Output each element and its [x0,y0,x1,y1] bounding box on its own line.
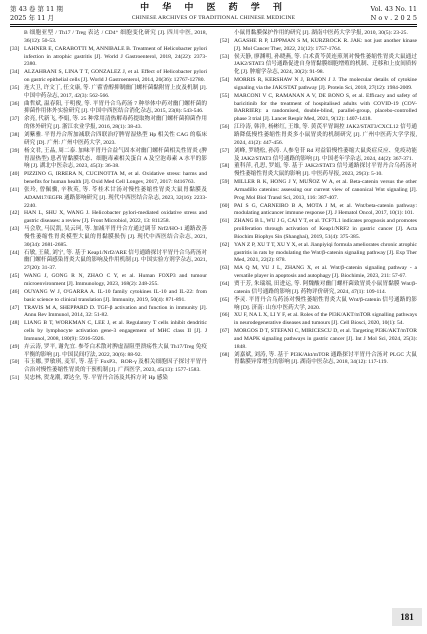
reference-entry [220,38,417,54]
reference-number: [50] [10,359,20,366]
reference-number: [68] [220,351,230,358]
reference-text: LIANG B T, WORKMAN C, LEE J, et al. Regulatory T cells inhibit dendritic cells by lymphocyte activation gene-3 engagement of MHC class II [J]. J Immunol, 2008, 180(9): 5916-5926. [24,320,207,342]
reference-number: [38] [10,131,20,138]
reference-text: 江玲涛, 韩洋, 杨彬红, 王维, 等. 黄芪平胃调控 JAK2/STAT3/CXCL12 信号通路降低慢性萎缩性胃炎多小鼠胃炎的机制研究 [J]. 广州中医药大学学报, 2024, 41(2): 447-456. [234,124,417,146]
reference-number: [60] [220,202,230,209]
reference-entry [220,77,417,93]
reference-entry [10,359,207,375]
reference-number: [64] [220,281,230,287]
reference-number: [36] [10,100,20,107]
reference-entry [220,203,417,219]
reference-text: 刘峰, 罗晓松, 孙涛. 人参皂苷 Rd 对益铅慢性萎缩大鼠炎症反应、免疫功能及 JAK2/STAT3 信号通路的影响 [J]. 中国老年学杂志, 2024, 44(2): 367-371. [234,147,417,162]
reference-entry [10,187,207,211]
reference-text: 石敏, 王葳, 刘宁, 等. 基于 Keap1/Nrf2/ARE 信号通路探讨平胃丹合乌药汤对幽门螺杆菌感染胃炎大鼠的影响及作用机制 [J]. 中国实验方剂学杂志, 2021, 27(20): 31-37. [24,249,207,272]
reference-number: [61] [220,218,230,225]
reference-text: ALZAHRANI S, LINA T T, GONZALEZ J, et al. Effect of Helicobacter pylori on gastric epithelial cells [J]. World J Gastroenterol, 2014, 20(36): 12767-12780. [24,69,207,84]
reference-number: [51] [10,375,20,382]
reference-number: [35] [10,84,20,91]
reference-number: [56] [220,124,230,131]
reference-entry [10,250,207,274]
reference-text: OUYANG W J, O'GARRA A. IL-10 family cytokines IL-10 and IL-22: from basic science to clinical translation [J]. Immunity, 2019, 50(4): 871-891. [24,288,207,303]
reference-column-left [10,30,207,383]
reference-entry [10,273,207,289]
reference-number: [49] [10,343,20,350]
reference-text: HAN L, SHU X, WANG J. Helicobacter pylori-mediated oxidative stress and gastric diseases: a review [J]. Front Microbiol, 2022, 13: 811258. [24,210,207,225]
reference-entry [220,54,417,78]
reference-text: 贾于芳, 朱瑞端, 田进运, 等. 阿魏酸对幽门螺杆菌致胃炎小鼠胃黏膜 Wnt/β-catenin 信号通路的影响 [J]. 药物评价研究, 2024, 47(1): 109-114. [234,281,417,295]
reference-entry [220,352,417,368]
reference-number: [62] [220,241,230,248]
reference-number: [55] [220,92,230,99]
reference-entry [10,305,207,321]
reference-entry [220,297,417,313]
reference-number: [42] [10,210,20,217]
reference-number: [65] [220,296,230,303]
reference-number: [57] [220,147,230,154]
reference-text: MORGOS D T, STEFANI C, MIRICESCU D, et al. Targeting PI3K/AKT/mTOR and MAPK signaling pathways in gastric cancer [J]. Int J Mol Sci, 2024, 25(3): 1848. [234,328,417,350]
reference-entry [220,179,417,203]
reference-text: ZHANG B L, WU J G, CAI Y T, et al. TCF7L1 indicates prognosis and promotes proliferation through activation of Keap1/NRF2 in gastric cancer [J]. Acta Biochim Biophys Sin (Shanghai), 2019, 51(4): 375-385. [234,218,417,240]
reference-text: XU F, NA L X, LI Y F, et al. Roles of the PI3K/AKT/mTOR signalling pathways in neurodegenerative diseases and tumours [J]. Cell Biosci, 2020, 10(1): 54. [234,312,417,327]
reference-entry [10,320,207,344]
reference-text: MORRIS R, KERSHAW N J, BABON J J. The molecular details of cytokine signaling via the JAK/STAT pathway [J]. Protein Sci, 2018, 27(12): 1984-2009. [234,77,417,91]
reference-entry [10,85,207,101]
reference-text: PAI S G, CARNEIRO B A, MOTA J M, et al. Wnt/beta-catenin pathway: modulating anticancer immune response [J]. J Hematol Oncol, 2017, 10(1): 101. [234,202,417,217]
reference-number: [54] [220,77,230,84]
reference-text: 刘嘉斌, 刘涛, 等. 基于 PI3K/Akt/mTOR 通路探讨平胃丹合汤对 PLGC 大鼠胃黏膜异常增生的影响 [J]. 湖南中医杂志, 2018, 34(12): 117-119. [234,351,417,366]
reference-entry [10,132,207,148]
volume-issue-line: 第 43 卷 第 11 期 [10,5,63,13]
volume-issue-en [371,5,417,23]
reference-text: MA Q M, YU J L, ZHANG X, et al. Wnt/β-catenin signaling pathway - a versatile player in apoptosis and autophagy [J]. Biochimie, 2023, 211: 57-67. [234,265,417,280]
reference-text: PIZZINO G, IRRERA N, CUCINOTTA M, et al. Oxidative stress: harms and benefits for human health [J]. Oxid Med Cell Longev, 2017, 2017: 8416763. [24,171,207,186]
reference-entry [10,69,207,85]
reference-number: [43] [10,226,20,233]
reference-number: [39] [10,147,20,154]
reference-number: [53] [220,53,230,60]
reference-text: LAHNER E, CARABOTTI M, ANNIBALE B. Treatment of Helicobacter pylori infection in atrophic gastritis [J]. World J Gastroenterol, 2018, 24(22): 2373-2380. [24,45,207,68]
reference-entry [220,148,417,164]
reference-text: 卉云涛, 罗平, 谢先宜. 参苓白术散对脾虚湿阻型溃疡性大鼠 Th17/Treg 免疫平衡的影响 [J]. 中国民间疗法, 2022, 30(6): 88-92. [24,343,207,358]
reference-continuation: 小鼠胃黏膜保护作用的研究 [J]. 湖南中医药大学学报, 2010, 30(5): 23-25. [234,30,408,36]
reference-text: AGASHE R P, LIPPMAN S M, KURZROCK R. JAK: not just another kinase [J]. Mol Cancer Ther, 2022, 21(12): 1757-1764. [234,37,417,52]
reference-text: YAN Z P, XU T T, XU Y X, et al. Jianpiyiqi formula ameliorates chronic atrophic gastritis in rats by modulating the Wnt/β-catenin signaling pathway [J]. Exp Ther Med, 2021, 22(2): 878. [234,241,417,264]
reference-entry [10,171,207,187]
reference-number: [66] [220,312,230,319]
reference-text: 杨文君, 王晶, 周二泰. 加味平胃丹合益气固本对幽门螺杆菌相关性胃炎 (脾胃湿热型) 患者胃黏膜状态、细胞毒素相关蛋白 A 及空泡毒素 A 水平的影响 [J]. 湖北中医杂志, 2023, 45(3): 36-38. [24,147,207,170]
reference-entry [10,101,207,117]
date-line-en: N o v . 2 0 2 5 [370,14,417,22]
reference-entry [10,116,207,132]
volume-line-en: Vol. 43 No. 11 [370,5,417,13]
reference-entry [10,375,207,383]
journal-title-en: CHINESE ARCHIVES OF TRADITIONAL CHINESE MEDICINE [131,15,296,21]
reference-text: 张玲, 曾佩骥, 辛秋英, 等. 苓桂术甘汤对慢性萎缩性胃炎大鼠胃黏膜及 ADAM17/EGFR 通路影响研究 [J]. 现代中西医结合杂志, 2023, 32(16): 2233-2240. [24,186,207,209]
header-rule-top [10,24,417,25]
reference-text: 吴忠林, 贺龙潮, 谭达全, 等. 平胃丹合汤及其拆方对 Hp 感染 [24,375,168,382]
reference-entry [220,124,417,148]
reference-number: [41] [10,186,20,193]
reference-number: [47] [10,304,20,311]
reference-number: [46] [10,288,20,295]
reference-text: WANG J, GONG R N, ZHAO C Y, et al. Human FOXP3 and tumour microenvironment [J]. Immunology, 2023, 168(2): 248-255. [24,273,207,287]
reference-text: 马会欣, 马民凯, 吴云珂, 等. 加减平胃丹合方通过调节 Nrf2/HO-1 通路改善慢性萎缩性胃炎模型大鼠的胃黏膜损伤 [J]. 现代中西医结合杂志, 2021, 30(34): 2681-2685. [24,226,207,248]
reference-text: 连大卫, 许文丁, 任文康, 等. 广藿香醇抑制幽门螺杆菌黏附胃上皮及机制 [J]. 中国中药杂志, 2017, 42(3): 562-566. [24,84,207,99]
reference-entry [220,281,417,297]
reference-continuation: B 细胞亚型 / Th17 / Treg 表达 / CD4⁺ 细胞变化研究 [J]. 四川中医, 2018, 36(12): 50-53. [24,30,207,44]
reference-text: 韦玉娜, 罗敏琪, 麦军, 等. 基于 FoxP3、ROR-γ 及相关细胞因子探讨平胃丹合治对慢性萎缩性胃炎的干预机制 [J]. 广西医学, 2023, 45(13): 1577-1583. [24,359,207,374]
reference-entry [10,226,207,250]
reference-number: [63] [220,265,230,272]
reference-entry [220,163,417,179]
reference-entry [220,312,417,328]
reference-number: [40] [10,171,20,178]
reference-text: 侯天静, 廖渊明, 孙晓燕, 等. 白术黄芩黄连煎剂对慢性萎缩性胃炎大鼠通过 JAK2/STAT3 信号通路促进自身胃黏膜细胞增殖的机制、迁移和上皮间质转化 [J]. 肿瘤学杂志, 2024, 30(2): 91-98. [234,53,417,76]
reference-number: [44] [10,249,20,256]
reference-text: MARCONI V C, RAMANAN A V, DE BONO S, et al. Efficacy and safety of baricitinib for the treatment of hospitalised adults with COVID-19 (COV-BARRIER): a randomised, double-blind, parallel-group, placebo-controlled phase 3 trial [J]. Lancet Respir Med, 2021, 9(12): 1407-1418. [234,92,417,123]
header-rule-bottom [10,26,417,27]
reference-entry [10,148,207,172]
reference-number: [34] [10,69,20,76]
reference-entry [10,210,207,226]
reference-number: [48] [10,320,20,327]
journal-title [0,3,427,22]
reference-entry [220,265,417,281]
reference-entry [220,242,417,266]
reference-number: [33] [10,45,20,52]
reference-number: [58] [220,163,230,170]
reference-column-right [220,30,417,367]
reference-entry [10,289,207,305]
reference-text: 李灵. 平胃丹合乌药汤对慢性萎缩性胃炎大鼠 Wnt/β-catenin 信号通路的影响 [D]. 济南: 山东中医药大学, 2020. [234,296,417,311]
reference-entry [220,328,417,352]
page-number: 181 [392,608,422,626]
reference-number: [67] [220,328,230,335]
reference-number: [59] [220,179,230,186]
reference-entry [10,46,207,70]
reference-entry [220,218,417,242]
reference-number: [52] [220,37,230,44]
reference-text: 曲哲斌, 温春阳, 于明俊, 等. 平胃丹合乌药汤 7 种举体中药对幽门螺杆菌的抑菌作用体外实验研究 [J]. 中国中西医结合消化杂志, 2015, 23(8): 543-546. [24,100,207,115]
reference-text: TRAVIS M A, SHEPPARD D. TGF-β activation and function in immunity [J]. Annu Rev Immunol, 2014, 32: 51-82. [24,304,207,319]
reference-text: 余亮, 代新飞, 李娟, 等. 25 种常用清热解毒药提取物对幽门螺杆菌抑菌作用的体外研究 [J]. 浙江农业学报, 2016, 28(1): 38-43. [24,116,207,131]
reference-entry [220,93,417,124]
reference-entry [10,344,207,360]
reference-text: 刘紫雅. 平胃丹合所加减联合四联治疗脾胃湿热型 Hp 相关性 CAG 的临床研究 [D]. 广州: 广州中医药大学, 2023. [24,131,207,146]
journal-title-zh: 中 华 中 医 药 学 刊 [140,3,287,13]
reference-number: [37] [10,116,20,123]
date-line-zh: 2025 年 11 月 [10,14,55,22]
reference-text: MILLER R K, HONG J Y, MUÑOZ W A, et al. Beta-catenin versus the other Armadillo catenins: assessing our current view of canonical Wnt signaling [J]. Prog Mol Biol Transl Sci, 2013, 116: 387-407. [234,179,417,201]
reference-number: [45] [10,273,20,280]
reference-text: 董科萍, 孔思, 罗娟, 等. 基于 JAK2/STAT3 信号通路探讨平胃丹合乌药汤对慢性萎缩性胃炎大鼠的影响 [J]. 中医药导报, 2023, 29(3): 5-10. [234,163,417,178]
